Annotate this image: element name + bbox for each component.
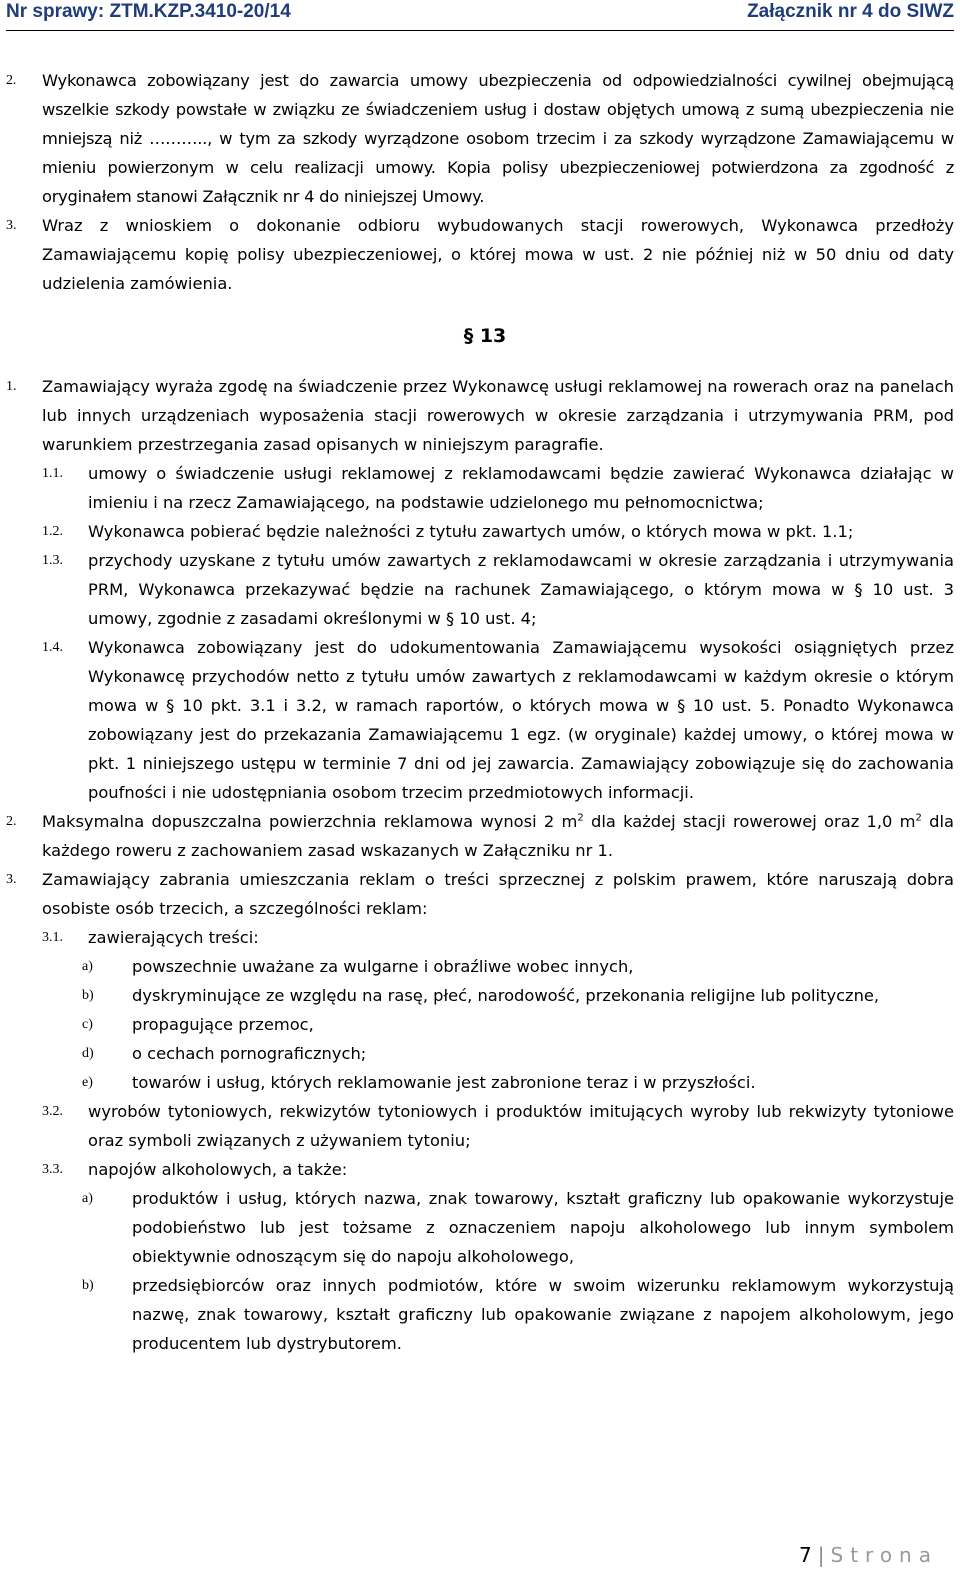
clause-3-3-b xyxy=(6,1271,954,1358)
clause-letter: e) xyxy=(82,1075,93,1090)
clause-letter: a) xyxy=(82,959,93,974)
clause-text: umowy o świadczenie usługi reklamowej z reklamodawcami będzie zawierać Wykonawca działając w imieniu i na rzecz Zamawiającego, na podstawie udzielonego mu pełnomocnictwa; xyxy=(88,464,954,512)
clause-text-part: dla każdej stacji rowerowej oraz 1,0 m xyxy=(583,812,916,831)
document-body xyxy=(6,66,954,1358)
clause-3-1-c xyxy=(6,1010,954,1039)
clause-text: napojów alkoholowych, a także: xyxy=(88,1160,348,1179)
clause-3 xyxy=(6,865,954,923)
clause-text: Zamawiający wyraża zgodę na świadczenie przez Wykonawcę usługi reklamowej na rowerach oraz na panelach lub innych urządzeniach wyposażenia stacji rowerowych w okresie zarządzania i utrzymywania PRM, pod warunkiem przestrzegania zasad opisanych w niniejszym paragrafie. xyxy=(42,377,954,454)
clause-text: towarów i usług, których reklamowanie jest zabronione teraz i w przyszłości. xyxy=(132,1073,756,1092)
attachment-label: Załącznik nr 4 do SIWZ xyxy=(747,1,954,22)
clause-text: zawierających treści: xyxy=(88,928,259,947)
page-footer xyxy=(799,1543,938,1567)
case-number: Nr sprawy: ZTM.KZP.3410-20/14 xyxy=(6,1,291,22)
clause-text: Wykonawca zobowiązany jest do udokumentowania Zamawiającemu wysokości osiągniętych przez Wykonawcę przychodów netto z tytułu umów zawartych z reklamodawcami w każdym okresie o którym mowa w § 10 pkt. 3.1 i 3.2, w ramach raportów, o których mowa w § 10 ust. 5. Ponadto Wykonawca zobowiązany jest do przekazania Zamawiającemu 1 egz. (w oryginale) każdej umowy, o której mowa w pkt. 1 niniejszego ustępu w terminie 7 dni od jej zawarcia. Zamawiający zobowiązuje się do zachowania poufności i nie udostępniania osobom trzecim przedmiotowych informacji. xyxy=(88,638,954,802)
paragraph-number: 2. xyxy=(6,73,16,88)
clause-3-3 xyxy=(6,1155,954,1184)
clause-number: 3.2. xyxy=(42,1104,63,1119)
clause-2 xyxy=(6,807,954,865)
paragraph-text: Wraz z wnioskiem o dokonanie odbioru wybudowanych stacji rowerowych, Wykonawca przedłoży Zamawiającemu kopię polisy ubezpieczeniowej, o której mowa w ust. 2 nie później niż w 50 dniu od daty udzielenia zamówienia. xyxy=(42,216,954,293)
clause-text: przedsiębiorców oraz innych podmiotów, które w swoim wizerunku reklamowym wykorzystują nazwę, znak towarowy, kształt graficzny lub opakowanie związane z napojem alkoholowym, jego producentem lub dystrybutorem. xyxy=(132,1276,954,1353)
clause-letter: d) xyxy=(82,1046,94,1061)
clause-3-2 xyxy=(6,1097,954,1155)
clause-text: produktów i usług, których nazwa, znak towarowy, kształt graficzny lub opakowanie wykorzystuje podobieństwo lub jest tożsame z oznaczeniem napoju alkoholowego lub innym symbolem obiektywnie odnoszącym się do napoju alkoholowego, xyxy=(132,1189,954,1266)
clause-3-1-b xyxy=(6,981,954,1010)
paragraph-3 xyxy=(6,211,954,298)
footer-separator: | xyxy=(817,1543,825,1567)
clause-number: 1.2. xyxy=(42,524,63,539)
clause-number: 3.1. xyxy=(42,930,63,945)
clause-number: 3.3. xyxy=(42,1162,63,1177)
clause-1-1 xyxy=(6,459,954,517)
clause-text: o cechach pornograficznych; xyxy=(132,1044,367,1063)
clause-1 xyxy=(6,372,954,459)
clause-3-1 xyxy=(6,923,954,952)
clause-number: 1. xyxy=(6,379,17,394)
clause-number: 3. xyxy=(6,872,17,887)
clause-text: wyrobów tytoniowych, rekwizytów tytoniowych i produktów imitujących wyroby lub rekwizyty tytoniowe oraz symboli związanych z używaniem tytoniu; xyxy=(88,1102,954,1150)
clause-number: 1.3. xyxy=(42,553,63,568)
paragraph-number: 3. xyxy=(6,218,17,233)
page-number: 7 xyxy=(799,1543,812,1567)
clause-3-1-d xyxy=(6,1039,954,1068)
clause-letter: c) xyxy=(82,1017,93,1032)
clause-3-1-a xyxy=(6,952,954,981)
superscript: 2 xyxy=(915,812,922,824)
clause-text-part: Maksymalna dopuszczalna powierzchnia reklamowa wynosi 2 m xyxy=(42,812,578,831)
superscript: 2 xyxy=(577,812,584,824)
clause-text: przychody uzyskane z tytułu umów zawartych z reklamodawcami w okresie zarządzania i utrzymywania PRM, Wykonawca przekazywać będzie na rachunek Zamawiającego, o którym mowa w § 10 ust. 3 umowy, zgodnie z zasadami określonymi w § 10 ust. 4; xyxy=(88,551,954,628)
clause-number: 2. xyxy=(6,814,17,829)
clause-letter: b) xyxy=(82,988,94,1003)
clause-text: propagujące przemoc, xyxy=(132,1015,314,1034)
clause-number: 1.1. xyxy=(42,466,63,481)
page-header xyxy=(6,0,954,31)
clause-1-3 xyxy=(6,546,954,633)
section-heading: § 13 xyxy=(463,325,507,347)
clause-text: Zamawiający zabrania umieszczania reklam o treści sprzecznej z polskim prawem, które naruszają dobra osobiste osób trzecich, a szczególności reklam: xyxy=(42,870,954,918)
clause-number: 1.4. xyxy=(42,640,63,655)
clause-letter: a) xyxy=(82,1191,93,1206)
clause-1-2 xyxy=(6,517,954,546)
clause-3-1-e xyxy=(6,1068,954,1097)
clause-letter: b) xyxy=(82,1278,94,1293)
paragraph-2 xyxy=(6,66,954,211)
clause-text-part: dla każdego roweru z zachowaniem zasad wskazanych w Załączniku nr 1. xyxy=(42,812,954,860)
paragraph-text: Wykonawca zobowiązany jest do zawarcia umowy ubezpieczenia od odpowiedzialności cywilnej obejmującą wszelkie szkody powstałe w związku ze świadczeniem usług i dostaw objętych umową z sumą ubezpieczenia nie mniejszą niż ……….., w tym za szkody wyrządzone osobom trzecim i za szkody wyrządzone Zamawiającemu w mieniu powierzonym w celu realizacji umowy. Kopia polisy ubezpieczeniowej potwierdzona za zgodność z oryginałem stanowi Załącznik nr 4 do niniejszej Umowy. xyxy=(42,71,954,206)
clause-1-4 xyxy=(6,633,954,807)
clause-text: powszechnie uważane za wulgarne i obraźliwe wobec innych, xyxy=(132,957,634,976)
page-word: Strona xyxy=(830,1543,938,1567)
clause-text: Wykonawca pobierać będzie należności z tytułu zawartych umów, o których mowa w pkt. 1.1; xyxy=(88,522,854,541)
clause-text: dyskryminujące ze względu na rasę, płeć, narodowość, przekonania religijne lub polityczne, xyxy=(132,986,880,1005)
clause-3-3-a xyxy=(6,1184,954,1271)
